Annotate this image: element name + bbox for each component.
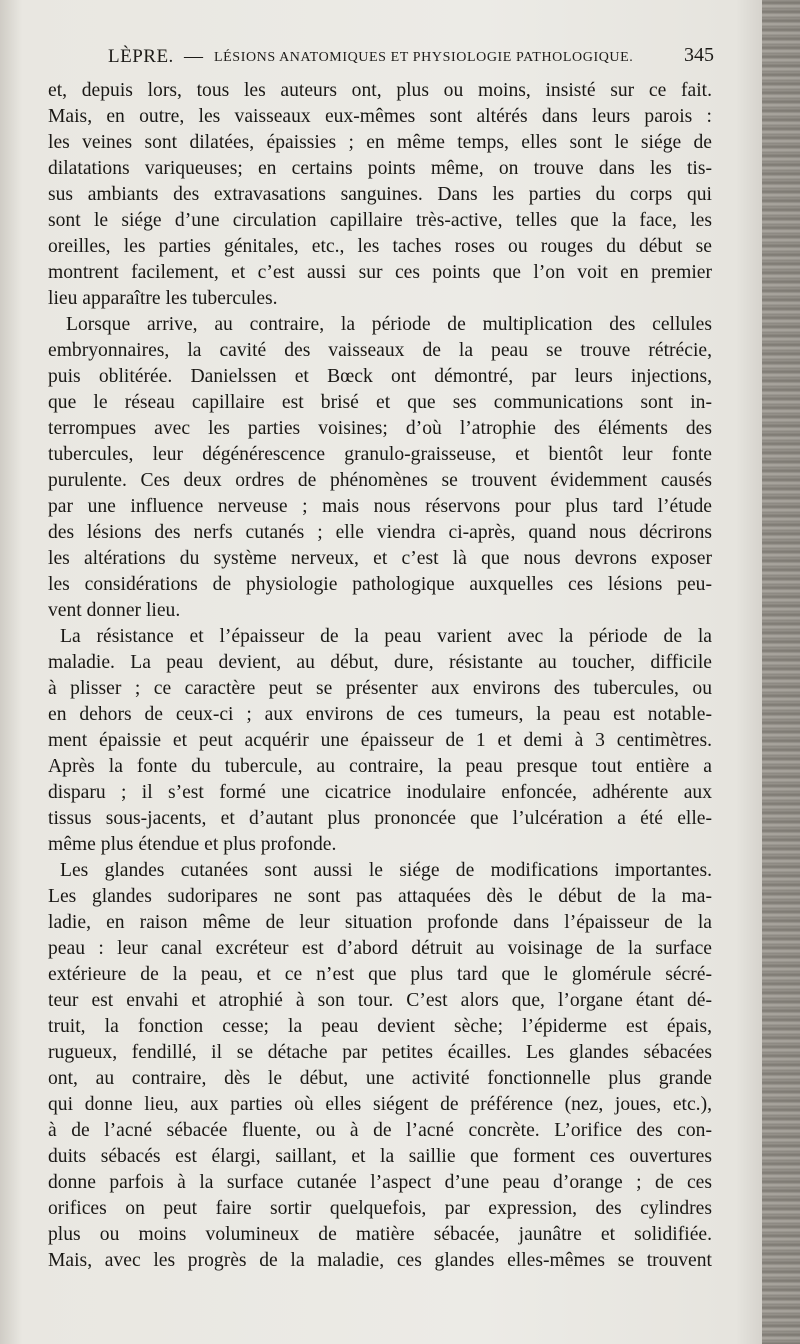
text-line: ont, au contraire, dès le début, une activité fonctionnelle plus grande xyxy=(48,1068,712,1089)
text-line: et, depuis lors, tous les auteurs ont, plus ou moins, insisté sur ce fait. xyxy=(48,80,712,101)
text-line: des lésions des nerfs cutanés ; elle viendra ci-après, quand nous décrirons xyxy=(48,522,712,543)
text-line: purulente. Ces deux ordres de phénomènes se trouvent évidemment causés xyxy=(48,470,712,491)
text-line: Lorsque arrive, au contraire, la période de multiplication des cellules xyxy=(66,314,712,335)
text-line: ment épaissie et peut acquérir une épaisseur de 1 et demi à 3 centimètres. xyxy=(48,730,712,751)
text-line: teur est envahi et atrophié à son tour. C’est alors que, l’organe étant dé- xyxy=(48,990,712,1011)
text-line: rugueux, fendillé, il se détache par petites écailles. Les glandes sébacées xyxy=(48,1042,712,1063)
text-line: vent donner lieu. xyxy=(48,600,181,621)
text-line: plus ou moins volumineux de matière sébacée, jaunâtre et solidifiée. xyxy=(48,1224,712,1245)
text-line: qui donne lieu, aux parties où elles siégent de préférence (nez, joues, etc.), xyxy=(48,1094,712,1115)
text-line: les altérations du système nerveux, et c’est là que nous devrons exposer xyxy=(48,548,712,569)
body-text xyxy=(48,78,712,1274)
text-line: à de l’acné sébacée fluente, ou à de l’acné concrète. L’orifice des con- xyxy=(48,1120,712,1141)
text-line: les veines sont dilatées, épaissies ; en même temps, elles sont le siége de xyxy=(48,132,712,153)
text-line: à plisser ; ce caractère peut se présenter aux environs des tubercules, ou xyxy=(48,678,712,699)
text-line: oreilles, les parties génitales, etc., les taches roses ou rouges du début se xyxy=(48,236,712,257)
text-line: disparu ; il s’est formé une cicatrice inodulaire enfoncée, adhérente aux xyxy=(48,782,712,803)
text-line: par une influence nerveuse ; mais nous réservons pour plus tard l’étude xyxy=(48,496,712,517)
text-line: embryonnaires, la cavité des vaisseaux de la peau se trouve rétrécie, xyxy=(48,340,712,361)
text-line: tubercules, leur dégénérescence granulo-graisseuse, et bientôt leur fonte xyxy=(48,444,712,465)
text-line: montrent facilement, et c’est aussi sur ces points que l’on voit en premier xyxy=(48,262,712,283)
text-line: sont le siége d’une circulation capillaire très-active, telles que la face, les xyxy=(48,210,712,231)
text-line: Mais, avec les progrès de la maladie, ces glandes elles-mêmes se trouvent xyxy=(48,1250,712,1271)
header-separator: — xyxy=(184,46,203,67)
text-line: maladie. La peau devient, au début, dure, résistante au toucher, difficile xyxy=(48,652,712,673)
text-line: en dehors de ceux-ci ; aux environs de ces tumeurs, la peau est notable- xyxy=(48,704,712,725)
text-line: truit, la fonction cesse; la peau devient sèche; l’épiderme est épais, xyxy=(48,1016,712,1037)
text-line: puis oblitérée. Danielssen et Bœck ont démontré, par leurs injections, xyxy=(48,366,712,387)
text-line: que le réseau capillaire est brisé et que ses communications sont in- xyxy=(48,392,712,413)
text-line: ladie, en raison même de leur situation profonde dans l’épaisseur de la xyxy=(48,912,712,933)
text-line: orifices on peut faire sortir quelquefois, par expression, des cylindres xyxy=(48,1198,712,1219)
header-subtitle: LÉSIONS ANATOMIQUES ET PHYSIOLOGIE PATHOLOGIQUE. xyxy=(214,50,634,65)
text-line: terrompues avec les parties voisines; d’où l’atrophie des éléments des xyxy=(48,418,712,439)
text-line: Les glandes sudoripares ne sont pas attaquées dès le début de la ma- xyxy=(48,886,712,907)
text-line: lieu apparaître les tubercules. xyxy=(48,288,278,309)
text-line: même plus étendue et plus profonde. xyxy=(48,834,337,855)
header-title: LÈPRE. xyxy=(108,46,174,67)
text-line: dilatations variqueuses; en certains points même, on trouve dans les tis- xyxy=(48,158,712,179)
text-line: peau : leur canal excréteur est d’abord détruit au voisinage de la surface xyxy=(48,938,712,959)
text-line: donne parfois à la surface cutanée l’aspect d’une peau d’orange ; de ces xyxy=(48,1172,712,1193)
running-header xyxy=(108,44,718,74)
text-line: Après la fonte du tubercule, au contraire, la peau presque tout entière a xyxy=(48,756,712,777)
text-line: sus ambiants des extravasations sanguines. Dans les parties du corps qui xyxy=(48,184,712,205)
text-line: Mais, en outre, les vaisseaux eux-mêmes sont altérés dans leurs parois : xyxy=(48,106,712,127)
text-line: tissus sous-jacents, et d’autant plus prononcée que l’ulcération a été elle- xyxy=(48,808,712,829)
book-spine-edge xyxy=(762,0,800,1344)
text-line: les considérations de physiologie pathologique auxquelles ces lésions peu- xyxy=(48,574,712,595)
text-line: Les glandes cutanées sont aussi le siége de modifications importantes. xyxy=(60,860,712,881)
page-number: 345 xyxy=(684,44,714,66)
text-line: duits sébacés est élargi, saillant, et la saillie que forment ces ouvertures xyxy=(48,1146,712,1167)
text-line: La résistance et l’épaisseur de la peau varient avec la période de la xyxy=(60,626,712,647)
text-line: extérieure de la peau, et ce n’est que plus tard que le glomérule sécré- xyxy=(48,964,712,985)
